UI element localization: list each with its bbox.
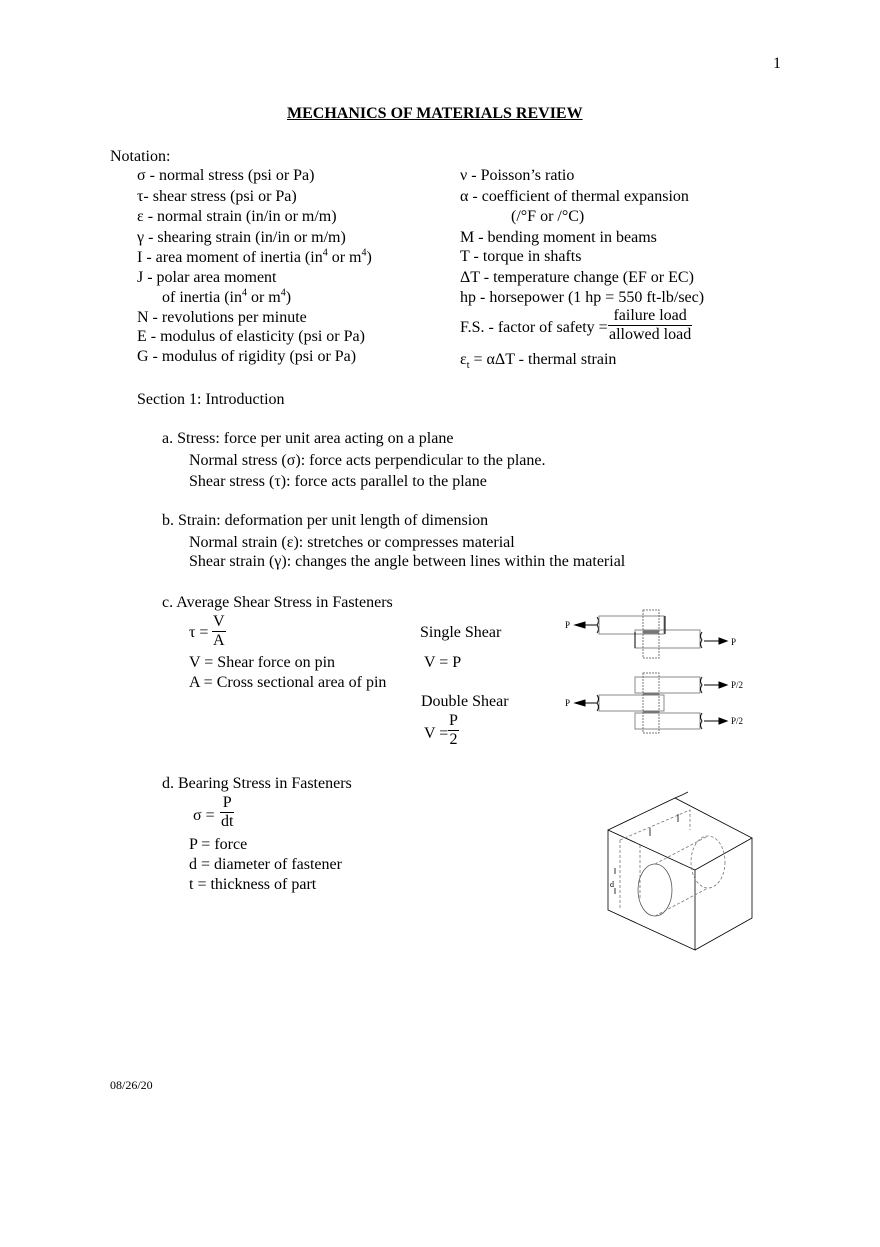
notation-polar: J - polar area moment	[137, 269, 277, 286]
page-number: 1	[773, 55, 781, 72]
item-b-normal: Normal strain (ε): stretches or compresses material	[189, 534, 515, 551]
notation-inertia: I - area moment of inertia ($in^4$ or $m^4$)	[137, 247, 372, 266]
item-b-shear: Shear strain (γ): changes the angle between lines within the material	[189, 553, 626, 570]
double-shear-fraction: $\frac{P}{2}$	[449, 712, 458, 748]
double-shear-eq: V =	[424, 725, 449, 742]
item-b-title: b. Strain: deformation per unit length of dimension	[162, 512, 489, 529]
bearing-block-figure	[600, 790, 760, 955]
single-shear-label: Single Shear	[420, 624, 502, 641]
notation-hp: hp - horsepower (1 hp = 550 ft-lb/sec)	[460, 289, 705, 306]
notation-rpm: N - revolutions per minute	[137, 309, 307, 326]
notation-modulus-g: G - modulus of rigidity (psi or Pa)	[137, 348, 357, 365]
fs-denominator: allowed load	[609, 326, 692, 343]
a-definition: A = Cross sectional area of pin	[189, 674, 387, 691]
notation-torque: T - torque in shafts	[460, 248, 582, 265]
fig-d-label: d	[610, 880, 614, 889]
fig-p-right-label: P	[731, 637, 737, 647]
v-definition: V = Shear force on pin	[189, 654, 336, 671]
notation-epsilon: ε - normal strain (in/in or m/m)	[137, 208, 337, 225]
double-shear-figure	[563, 673, 763, 733]
tau-eq-label: τ =	[189, 624, 209, 641]
bearing-def-d: d = diameter of fastener	[189, 856, 342, 873]
notation-tau: τ- shear stress (psi or Pa)	[137, 188, 297, 205]
footer-date: 08/26/20	[110, 1078, 153, 1092]
notation-moment: M - bending moment in beams	[460, 229, 657, 246]
item-d-title: d. Bearing Stress in Fasteners	[162, 775, 352, 792]
fs-numerator: failure load	[608, 307, 692, 326]
double-shear-label: Double Shear	[421, 693, 509, 710]
fig-p2-top-label: P/2	[731, 680, 744, 690]
notation-nu: ν - Poisson’s ratio	[460, 167, 575, 184]
notation-gamma: γ - shearing strain (in/in or m/m)	[137, 229, 346, 246]
sigma-eq-label: σ =	[193, 807, 215, 824]
section-1-heading: Section 1: Introduction	[137, 391, 285, 408]
page-title: MECHANICS OF MATERIALS REVIEW	[287, 105, 583, 122]
item-a-normal: Normal stress (σ): force acts perpendicular to the plane.	[189, 452, 546, 469]
item-c-title: c. Average Shear Stress in Fasteners	[162, 594, 393, 611]
notation-polar-cont: of inertia ($in^4$ or $m^4$)	[162, 287, 292, 306]
notation-delta-t: ΔT - temperature change (EF or EC)	[460, 269, 694, 286]
single-shear-eq: V = P	[424, 654, 462, 671]
item-a-title: a. Stress: force per unit area acting on a plane	[162, 430, 454, 447]
fs-fraction	[608, 307, 692, 344]
notation-sigma: σ - normal stress (psi or Pa)	[137, 167, 315, 184]
fig-p-double-label: P	[565, 698, 571, 708]
notation-alpha-units: (/°F or /°C)	[511, 208, 585, 225]
bearing-def-t: t = thickness of part	[189, 876, 317, 893]
notation-alpha: α - coefficient of thermal expansion	[460, 188, 689, 205]
notation-modulus-e: E - modulus of elasticity (psi or Pa)	[137, 328, 365, 345]
bearing-def-p: P = force	[189, 836, 248, 853]
fig-p2-bottom-label: P/2	[731, 716, 744, 726]
single-shear-figure	[563, 610, 763, 660]
sigma-fraction: $\frac{P}{dt}$	[221, 794, 234, 830]
notation-thermal-strain: $\varepsilon_t = \alpha\Delta T$ - thermal strain	[460, 351, 617, 372]
notation-fs-label: F.S. - factor of safety =	[460, 319, 608, 336]
fig-p-left-label: P	[565, 620, 571, 630]
item-a-shear: Shear stress (τ): force acts parallel to the plane	[189, 473, 487, 490]
tau-fraction: $\frac{V}{A}$	[213, 613, 225, 649]
notation-heading: Notation:	[110, 148, 171, 165]
